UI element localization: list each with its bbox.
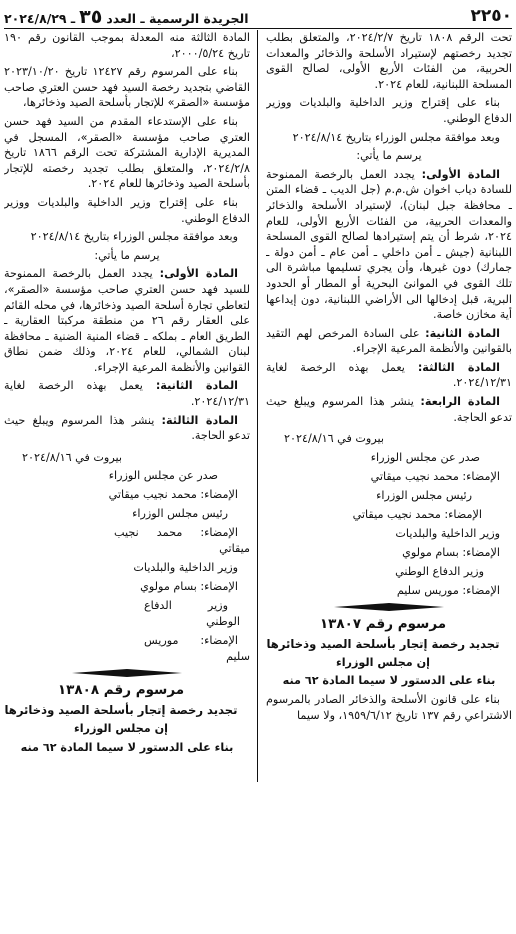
signature-title: وزير الدفاع الوطني <box>395 564 484 578</box>
column-divider <box>257 30 258 782</box>
decree-basis: بناء على الدستور لا سيما المادة ٦٢ منه <box>20 741 234 755</box>
signature-name: الإمضاء: بسام مولوي <box>402 545 500 559</box>
signature-title: وزير الداخلية والبلديات <box>395 526 500 540</box>
place-date: بيروت في ٢٠٢٤/٨/١٦ <box>22 450 122 464</box>
article-label: المادة الأولى: <box>159 267 238 281</box>
paragraph: بناء على المرسوم رقم ١٢٤٢٧ تاريخ ٢٠٢٣/١٠/٢٠ القاضي بتجديد رخصة السيد فهد حسن العتري صاحب مؤسسة «الصقر» للإتجار بأسلحة الصيد وذخائرها، <box>4 65 250 110</box>
signature-name: الإمضاء: محمد نجيب ميقاتي <box>114 526 250 556</box>
article-text: يعمل بهذه الرخصة لغاية ٢٠٢٤/١٢/٣١. <box>4 379 250 409</box>
signature-issuer: صدر عن مجلس الوزراء <box>108 469 218 483</box>
signature-name: الإمضاء: بسام مولوي <box>140 580 238 594</box>
decree-title: مرسوم رقم ١٣٨٠٨ <box>57 682 185 699</box>
issue-number: ٣٥ <box>79 6 103 28</box>
signature-block <box>266 450 512 485</box>
section-ornament <box>4 669 250 677</box>
paragraph: تحت الرقم ١٨٠٨ تاريخ ٢٠٢٤/٢/٧، والمتعلق بطلب تجديد رخصتهم لإستيراد الأسلحة والذخائر والمعدات الحربية، من الفئات الأربع الأولى، لصالح القوى المسلحة اللبنانية، للعام ٢٠٢٤. <box>266 31 512 91</box>
article-label: المادة الثالثة: <box>161 413 238 427</box>
paragraph: بناء على إقتراح وزير الداخلية والبلديات ووزير الدفاع الوطني. <box>4 195 250 225</box>
article <box>266 326 512 357</box>
issue-date: ـ ٢٠٢٤/٨/٢٩ <box>4 11 76 26</box>
signature-block <box>266 488 512 523</box>
paragraph: بناء على قانون الأسلحة والذخائر الصادر بالمرسوم الاشتراعي رقم ١٣٧ تاريخ ١٩٥٩/٦/١٢، ولا سيما <box>266 693 512 722</box>
article <box>266 167 512 323</box>
article-text: يجدد العمل بالرخصة الممنوحة للسيد فهد حسن العتري صاحب مؤسسة «الصقر»، لتعاطي تجارة أسلحة الصيد وذخائرها، في محله القائم على العقار رقم ٢٦ من منطقة مركبتا العقارية ـ الطريق العام ـ بملكه ـ قضاء المنية الضنية ـ محافظة لبنان الشمالي، للعام ٢٠٢٤، وذلك ضمن نطاق القوانين والأنظمة المرعية الإجراء. <box>4 267 250 374</box>
signature-title: رئيس مجلس الوزراء <box>132 507 228 521</box>
article-label: المادة الثانية: <box>425 326 500 340</box>
ornament-rule-icon <box>334 603 444 611</box>
page-number: ٢٢٥٠ <box>470 6 512 26</box>
ornament-rule-icon <box>72 669 182 677</box>
signature-issuer: صدر عن مجلس الوزراء <box>370 450 480 464</box>
signature-title: وزير الدفاع الوطني <box>144 599 240 629</box>
signature-block <box>266 526 512 561</box>
signature-title: رئيس مجلس الوزراء <box>376 488 472 502</box>
signature-block <box>4 468 250 503</box>
article <box>266 360 512 391</box>
right-column <box>266 30 512 930</box>
signature-block <box>4 506 250 557</box>
signature-name: الإمضاء: محمد نجيب ميقاتي <box>352 507 482 521</box>
article-label: المادة الثالثة: <box>417 360 500 374</box>
decree-formula: يرسم ما يأتي: <box>356 149 422 163</box>
paragraph: وبعد موافقة مجلس الوزراء بتاريخ ٢٠٢٤/٨/١٤ <box>292 130 500 144</box>
decree-subject: تجديد رخصة إتجار بأسلحة الصيد وذخائرها <box>4 703 238 718</box>
signature-title: وزير الداخلية والبلديات <box>133 561 238 575</box>
article-label: المادة الثانية: <box>155 379 238 393</box>
article-text: يعمل بهذه الرخصة لغاية ٢٠٢٤/١٢/٣١. <box>266 360 512 390</box>
decree-intro: إن مجلس الوزراء <box>73 722 169 736</box>
article-text: يجدد العمل بالرخصة الممنوحة للسادة دياب اخوان ش.م.م (جل الديب ـ قضاء المتن ـ محافظة جبل لبنان)، لإستيراد الأسلحة والذخائر والمعدات الحربية، من الفئات الأربع الأولى، للعام ٢٠٢٤، شرط أن يتم إستيرادها لصالح القوى المسلحة اللبنانية (جيش ـ أمن داخلي ـ أمن عام ـ أمن دولة ـ جمارك) دون غيرها، وأن يجري تسليمها مباشرة الى تلك القوى في الموانئ البحرية أو المطار أو الحدود البرية، قبل إدخالها الى الأراضي اللبنانية، دون إيداعها أية مخازن خاصة. <box>266 167 512 322</box>
signature-name: الإمضاء: محمد نجيب ميقاتي <box>108 488 238 502</box>
article-text: ينشر هذا المرسوم ويبلغ حيث تدعو الحاجة. <box>4 413 250 443</box>
decree-basis: بناء على الدستور لا سيما المادة ٦٢ منه <box>282 674 496 688</box>
page-header <box>4 2 512 29</box>
article <box>4 266 250 375</box>
signature-name: الإمضاء: محمد نجيب ميقاتي <box>370 469 500 483</box>
article <box>266 394 512 425</box>
paragraph: المادة الثالثة منه المعدلة بموجب القانون رقم ١٩٠ تاريخ ٢٠٠٠/٥/٢٤، <box>4 31 250 60</box>
article <box>4 413 250 444</box>
article-label: المادة الأولى: <box>421 167 500 181</box>
article-text: على السادة المرخص لهم التقيد بالقوانين والأنظمة المرعية الإجراء. <box>266 326 512 356</box>
signature-name: الإمضاء: موريس سليم <box>396 583 500 597</box>
decree-formula: يرسم ما يأتي: <box>94 248 160 262</box>
running-title <box>4 8 249 26</box>
paragraph: بناء على إقتراح وزير الداخلية والبلديات ووزير الدفاع الوطني. <box>266 96 512 125</box>
signature-block <box>4 598 250 665</box>
decree-intro: إن مجلس الوزراء <box>335 655 431 669</box>
article <box>4 378 250 409</box>
signature-name: الإمضاء: موريس سليم <box>144 634 250 664</box>
place-date: بيروت في ٢٠٢٤/٨/١٦ <box>284 432 384 446</box>
article-label: المادة الرابعة: <box>420 395 500 409</box>
gazette-name: الجريدة الرسمية ـ العدد <box>106 11 249 26</box>
article-text: ينشر هذا المرسوم ويبلغ حيث تدعو الحاجة. <box>266 395 512 424</box>
section-ornament <box>266 603 512 611</box>
decree-subject: تجديد رخصة إتجار بأسلحة الصيد وذخائرها <box>266 636 500 651</box>
paragraph: بناء على الإستدعاء المقدم من السيد فهد حسن العتري صاحب مؤسسة «الصقر»، المسجل في المديرية الإدارية المشتركة تحت الرقم ١٨٦٦ تاريخ ٢٠٢٤/٢/٨، والمتعلق بطلب تجديد رخصته للإتجار بأسلحة الصيد وذخائرها للعام ٢٠٢٤. <box>4 114 250 191</box>
signature-block <box>4 560 250 595</box>
left-column <box>4 30 250 930</box>
paragraph: وبعد موافقة مجلس الوزراء بتاريخ ٢٠٢٤/٨/١٤ <box>30 230 238 244</box>
decree-title: مرسوم رقم ١٣٨٠٧ <box>319 615 447 632</box>
signature-block <box>266 564 512 599</box>
